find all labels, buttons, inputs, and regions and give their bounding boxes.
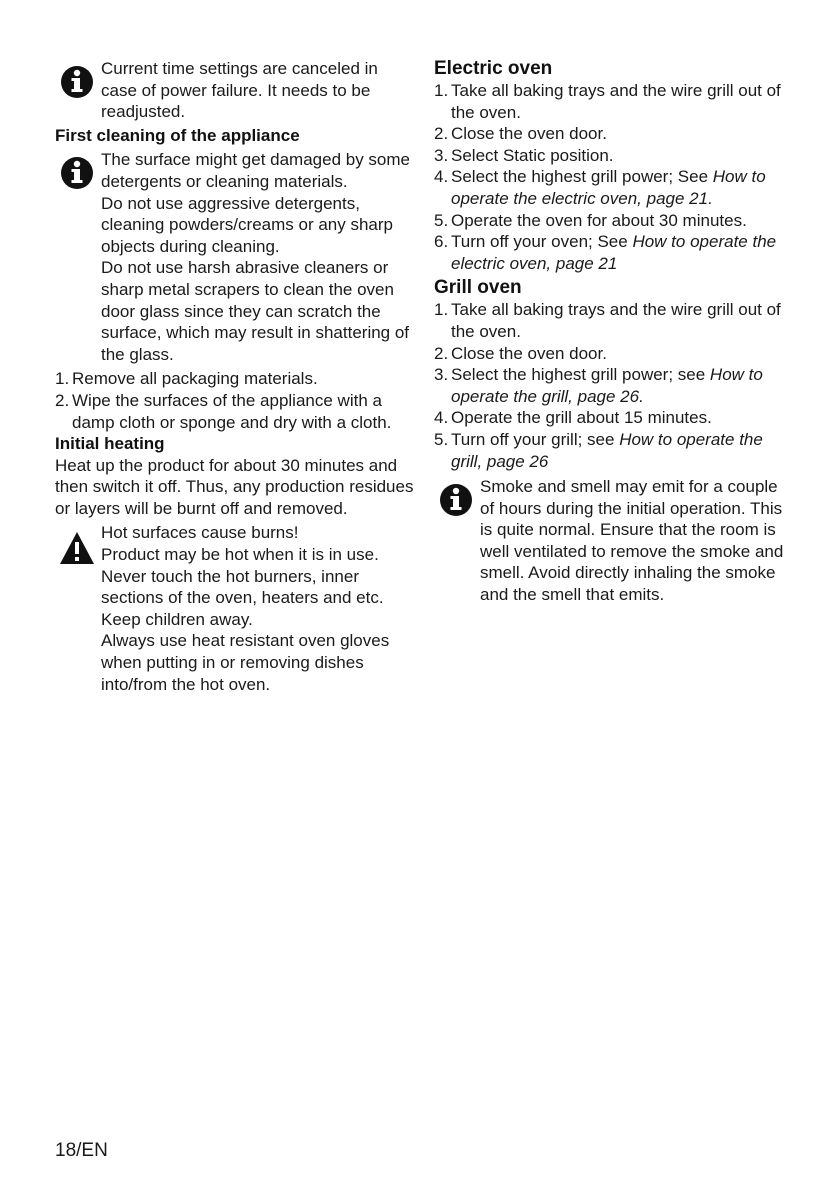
- step-text: Operate the oven for about 30 minutes.: [451, 210, 747, 230]
- note-text: Current time settings are canceled in case of power failure. It needs to be readjusted.: [101, 59, 378, 122]
- list-item: [55, 390, 415, 433]
- note-paragraph: The surface might get damaged by some detergents or cleaning materials.: [101, 150, 410, 191]
- step-number: 3.: [434, 145, 449, 165]
- grill-oven-steps: [434, 299, 786, 472]
- step-text: Take all baking trays and the wire grill out of the oven.: [451, 300, 781, 341]
- step-text: Close the oven door.: [451, 124, 607, 144]
- list-item: [434, 210, 786, 232]
- info-note-detergents: [55, 149, 415, 365]
- note-paragraph: Do not use aggressive detergents, cleaning powders/creams or any sharp objects during cleaning.: [101, 193, 393, 256]
- step-number: 4.: [434, 408, 449, 428]
- page-reference: How to operate the electric oven, page 21: [451, 232, 777, 273]
- step-number: 6.: [434, 232, 449, 252]
- note-paragraph: Do not use harsh abrasive cleaners or sharp metal scrapers to clean the oven door glass since they can scratch the surface, which may result in shattering of the glass.: [101, 258, 410, 364]
- list-item: [434, 299, 786, 342]
- step-number: 1.: [55, 369, 70, 389]
- step-number: 2.: [434, 124, 449, 144]
- left-column: [55, 58, 415, 695]
- info-note-smoke: [434, 476, 786, 606]
- right-column: [434, 58, 786, 606]
- list-item: [434, 80, 786, 123]
- step-number: 5.: [434, 210, 449, 230]
- list-item: [434, 166, 786, 209]
- info-icon: [59, 64, 95, 100]
- step-text: Remove all packaging materials.: [72, 369, 318, 389]
- list-item: [434, 429, 786, 472]
- initial-heating-text: Heat up the product for about 30 minutes and then switch it off. Thus, any production residues or layers will be burnt off and removed.: [55, 455, 414, 518]
- warning-note-hot-surfaces: [55, 522, 415, 695]
- info-note-power-failure: [55, 58, 415, 123]
- step-text: Select the highest grill power; see: [451, 365, 710, 385]
- step-text: Turn off your oven; See: [451, 232, 633, 252]
- note-text: Smoke and smell may emit for a couple of hours during the initial operation. This is quite normal. Ensure that the room is well ventilated to remove the smoke and smell. Avoid directly inhaling the smoke and the smell that emits.: [480, 477, 784, 605]
- step-text: Take all baking trays and the wire grill out of the oven.: [451, 81, 781, 122]
- info-icon: [438, 482, 474, 518]
- list-item: [434, 145, 786, 167]
- step-number: 1.: [434, 81, 449, 100]
- warning-icon: [59, 530, 95, 566]
- step-number: 5.: [434, 429, 449, 449]
- step-tail: .: [639, 386, 644, 406]
- list-item: [434, 407, 786, 429]
- warning-paragraph: Always use heat resistant oven gloves when putting in or removing dishes into/from the hot oven.: [101, 631, 390, 694]
- section-title-electric-oven: Electric oven: [434, 58, 553, 79]
- list-item: [55, 368, 415, 390]
- step-text: Select Static position.: [451, 145, 614, 165]
- step-text: Wipe the surfaces of the appliance with a damp cloth or sponge and dry with a cloth.: [72, 390, 392, 432]
- list-item: [434, 123, 786, 145]
- step-number: 1.: [434, 300, 449, 320]
- section-title-grill-oven: Grill oven: [434, 277, 522, 299]
- page-reference: How to operate the grill, page 26: [451, 365, 763, 406]
- list-item: [434, 231, 786, 274]
- step-text: Operate the grill about 15 minutes.: [451, 408, 712, 428]
- step-tail: .: [708, 188, 713, 208]
- electric-oven-steps: [434, 80, 786, 274]
- warning-paragraph: Product may be hot when it is in use. Never touch the hot burners, inner sections of the oven, heaters and etc. Keep children away.: [101, 545, 384, 629]
- section-title-first-cleaning: First cleaning of the appliance: [55, 125, 300, 145]
- section-title-initial-heating: Initial heating: [55, 434, 165, 454]
- page-number: 18/EN: [55, 1140, 108, 1161]
- step-number: 3.: [434, 365, 449, 385]
- warning-paragraph: Hot surfaces cause burns!: [101, 523, 299, 543]
- info-icon: [59, 155, 95, 191]
- list-item: [434, 343, 786, 365]
- step-text: Select the highest grill power; See: [451, 167, 713, 187]
- step-text: Close the oven door.: [451, 343, 607, 363]
- step-number: 2.: [434, 343, 449, 363]
- page-reference: How to operate the electric oven, page 21: [451, 167, 766, 208]
- list-item: [434, 364, 786, 407]
- step-number: 4.: [434, 167, 449, 187]
- page-reference: How to operate the grill, page 26: [451, 429, 763, 471]
- step-number: 2.: [55, 390, 70, 410]
- cleaning-steps-list: [55, 368, 415, 433]
- step-text: Turn off your grill; see: [451, 429, 620, 449]
